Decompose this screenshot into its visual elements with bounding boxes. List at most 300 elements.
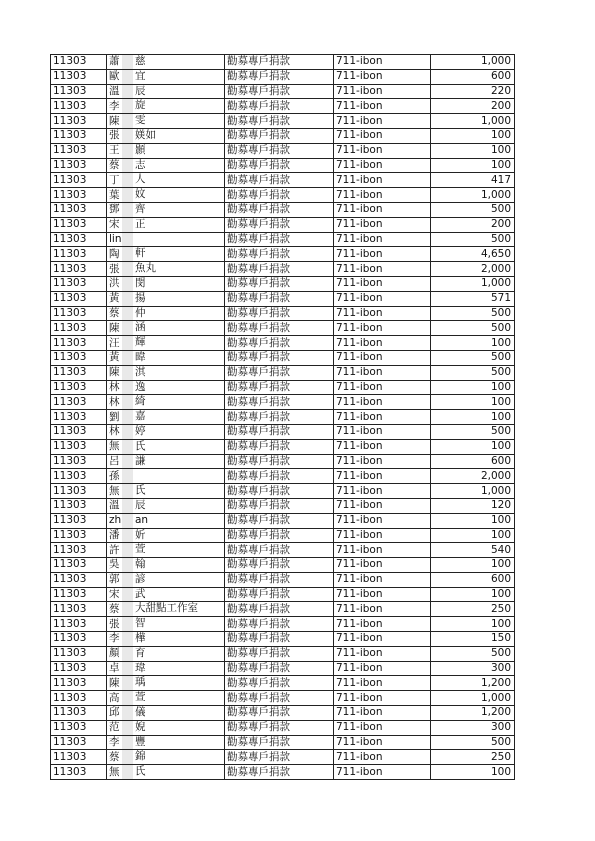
period-cell: 11303	[51, 720, 107, 735]
donor-name-cell	[107, 661, 225, 676]
period-cell: 11303	[51, 55, 107, 70]
donation-type-cell: 勸募專戶捐款	[225, 484, 334, 499]
donor-name-cell	[107, 55, 225, 70]
period-cell: 11303	[51, 173, 107, 188]
redaction-mask	[122, 276, 133, 291]
donor-name-cell	[107, 114, 225, 129]
donation-type-cell: 勸募專戶捐款	[225, 602, 334, 617]
donor-name-cell	[107, 380, 225, 395]
period-cell: 11303	[51, 69, 107, 84]
table-row	[51, 720, 515, 735]
donation-type-cell: 勸募專戶捐款	[225, 646, 334, 661]
table-row	[51, 99, 515, 114]
donor-given-name: 閔	[135, 276, 146, 289]
amount-cell: 200	[431, 99, 515, 114]
donor-surname: 陳	[109, 321, 120, 334]
donor-name-cell	[107, 143, 225, 158]
donor-surname: lin	[109, 232, 122, 245]
payment-channel-cell: 711-ibon	[334, 217, 431, 232]
donor-surname: 許	[109, 543, 120, 556]
donor-surname: 郭	[109, 573, 120, 586]
donor-surname: 蔡	[109, 158, 120, 171]
amount-cell: 500	[431, 735, 515, 750]
table-row	[51, 484, 515, 499]
payment-channel-cell: 711-ibon	[334, 706, 431, 721]
donor-given-name: 育	[135, 646, 146, 659]
payment-channel-cell: 711-ibon	[334, 469, 431, 484]
amount-cell: 1,000	[431, 691, 515, 706]
donor-name-cell	[107, 558, 225, 573]
payment-channel-cell: 711-ibon	[334, 513, 431, 528]
donor-name-cell	[107, 528, 225, 543]
donation-type-cell: 勸募專戶捐款	[225, 632, 334, 647]
table-row	[51, 276, 515, 291]
donor-surname: 蔡	[109, 306, 120, 319]
period-cell: 11303	[51, 558, 107, 573]
period-cell: 11303	[51, 306, 107, 321]
donor-name-cell	[107, 720, 225, 735]
redaction-mask	[122, 498, 133, 513]
table-row	[51, 69, 515, 84]
redaction-mask	[122, 558, 133, 573]
amount-cell: 100	[431, 765, 515, 780]
donor-given-name: 妡	[135, 528, 146, 541]
donor-surname: 蔡	[109, 602, 120, 615]
period-cell: 11303	[51, 202, 107, 217]
donation-type-cell: 勸募專戶捐款	[225, 410, 334, 425]
amount-cell: 500	[431, 350, 515, 365]
payment-channel-cell: 711-ibon	[334, 720, 431, 735]
donor-name-cell	[107, 262, 225, 277]
donor-surname: 吳	[109, 558, 120, 571]
payment-channel-cell: 711-ibon	[334, 247, 431, 262]
period-cell: 11303	[51, 336, 107, 351]
amount-cell: 100	[431, 410, 515, 425]
table-row	[51, 350, 515, 365]
donor-surname: 李	[109, 736, 120, 749]
donation-type-cell: 勸募專戶捐款	[225, 188, 334, 203]
table-row	[51, 232, 515, 247]
payment-channel-cell: 711-ibon	[334, 676, 431, 691]
payment-channel-cell: 711-ibon	[334, 632, 431, 647]
payment-channel-cell: 711-ibon	[334, 558, 431, 573]
donor-surname: 顏	[109, 647, 120, 660]
donor-name-cell	[107, 498, 225, 513]
payment-channel-cell: 711-ibon	[334, 55, 431, 70]
amount-cell: 417	[431, 173, 515, 188]
donor-surname: 溫	[109, 84, 120, 97]
period-cell: 11303	[51, 587, 107, 602]
period-cell: 11303	[51, 247, 107, 262]
donor-name-cell	[107, 735, 225, 750]
donor-given-name: 嘉	[135, 410, 146, 423]
donor-given-name: 翰	[135, 558, 146, 571]
payment-channel-cell: 711-ibon	[334, 262, 431, 277]
donation-table-container	[50, 54, 515, 780]
period-cell: 11303	[51, 232, 107, 247]
period-cell: 11303	[51, 276, 107, 291]
table-row	[51, 84, 515, 99]
donor-surname: 范	[109, 721, 120, 734]
donor-surname: 黃	[109, 292, 120, 305]
donor-given-name: 婷	[135, 424, 146, 437]
period-cell: 11303	[51, 380, 107, 395]
amount-cell: 250	[431, 602, 515, 617]
donor-name-cell	[107, 291, 225, 306]
redaction-mask	[122, 484, 133, 499]
amount-cell: 100	[431, 587, 515, 602]
payment-channel-cell: 711-ibon	[334, 128, 431, 143]
donor-surname: 呂	[109, 454, 120, 467]
redaction-mask	[122, 380, 133, 395]
donation-type-cell: 勸募專戶捐款	[225, 365, 334, 380]
amount-cell: 100	[431, 143, 515, 158]
donation-type-cell: 勸募專戶捐款	[225, 276, 334, 291]
redaction-mask	[122, 247, 133, 262]
donor-given-name: 人	[135, 173, 146, 186]
table-row	[51, 188, 515, 203]
payment-channel-cell: 711-ibon	[334, 410, 431, 425]
payment-channel-cell: 711-ibon	[334, 173, 431, 188]
donor-given-name: 正	[135, 217, 146, 230]
amount-cell: 500	[431, 202, 515, 217]
amount-cell: 100	[431, 395, 515, 410]
donation-type-cell: 勸募專戶捐款	[225, 558, 334, 573]
payment-channel-cell: 711-ibon	[334, 602, 431, 617]
redaction-mask	[122, 543, 133, 558]
donor-surname: 陳	[109, 114, 120, 127]
amount-cell: 100	[431, 128, 515, 143]
table-row	[51, 454, 515, 469]
donor-surname: 張	[109, 129, 120, 142]
donation-type-cell: 勸募專戶捐款	[225, 617, 334, 632]
amount-cell: 500	[431, 306, 515, 321]
table-row	[51, 306, 515, 321]
donor-given-name: 淇	[135, 365, 146, 378]
amount-cell: 100	[431, 380, 515, 395]
donor-given-name: 諺	[135, 572, 146, 585]
redaction-mask	[122, 691, 133, 706]
table-row	[51, 262, 515, 277]
period-cell: 11303	[51, 691, 107, 706]
table-row	[51, 587, 515, 602]
table-row	[51, 439, 515, 454]
amount-cell: 100	[431, 513, 515, 528]
period-cell: 11303	[51, 632, 107, 647]
donor-surname: zh	[109, 514, 122, 527]
table-row	[51, 158, 515, 173]
table-row	[51, 528, 515, 543]
period-cell: 11303	[51, 661, 107, 676]
donor-surname: 潘	[109, 528, 120, 541]
donor-surname: 李	[109, 632, 120, 645]
donor-surname: 陳	[109, 366, 120, 379]
donor-surname: 孫	[109, 469, 120, 482]
donation-type-cell: 勸募專戶捐款	[225, 469, 334, 484]
donor-given-name: 慈	[135, 55, 146, 67]
donor-surname: 黃	[109, 351, 120, 364]
table-row	[51, 55, 515, 70]
donation-type-cell: 勸募專戶捐款	[225, 587, 334, 602]
period-cell: 11303	[51, 291, 107, 306]
donor-surname: 汪	[109, 336, 120, 349]
table-row	[51, 765, 515, 780]
donor-surname: 丁	[109, 173, 120, 186]
redaction-mask	[122, 632, 133, 647]
redaction-mask	[122, 84, 133, 99]
amount-cell: 1,000	[431, 188, 515, 203]
donor-name-cell	[107, 602, 225, 617]
amount-cell: 2,000	[431, 262, 515, 277]
donation-type-cell: 勸募專戶捐款	[225, 350, 334, 365]
period-cell: 11303	[51, 454, 107, 469]
redaction-mask	[122, 262, 133, 277]
table-row	[51, 750, 515, 765]
donation-type-cell: 勸募專戶捐款	[225, 572, 334, 587]
table-row	[51, 395, 515, 410]
payment-channel-cell: 711-ibon	[334, 750, 431, 765]
table-row	[51, 128, 515, 143]
redaction-mask	[122, 424, 133, 439]
donor-name-cell	[107, 247, 225, 262]
payment-channel-cell: 711-ibon	[334, 735, 431, 750]
redaction-mask	[122, 173, 133, 188]
donor-given-name: 儀	[135, 706, 146, 719]
redaction-mask	[122, 306, 133, 321]
donor-name-cell	[107, 173, 225, 188]
redaction-mask	[122, 765, 133, 780]
period-cell: 11303	[51, 706, 107, 721]
amount-cell: 4,650	[431, 247, 515, 262]
table-row	[51, 336, 515, 351]
amount-cell: 200	[431, 217, 515, 232]
redaction-mask	[122, 617, 133, 632]
donation-type-cell: 勸募專戶捐款	[225, 321, 334, 336]
payment-channel-cell: 711-ibon	[334, 365, 431, 380]
payment-channel-cell: 711-ibon	[334, 454, 431, 469]
donor-surname: 無	[109, 484, 120, 497]
period-cell: 11303	[51, 410, 107, 425]
redaction-mask	[122, 410, 133, 425]
donor-surname: 宋	[109, 218, 120, 231]
period-cell: 11303	[51, 84, 107, 99]
amount-cell: 100	[431, 439, 515, 454]
period-cell: 11303	[51, 498, 107, 513]
donation-type-cell: 勸募專戶捐款	[225, 691, 334, 706]
donation-type-cell: 勸募專戶捐款	[225, 69, 334, 84]
donor-surname: 陳	[109, 676, 120, 689]
payment-channel-cell: 711-ibon	[334, 114, 431, 129]
donation-type-cell: 勸募專戶捐款	[225, 202, 334, 217]
payment-channel-cell: 711-ibon	[334, 424, 431, 439]
period-cell: 11303	[51, 676, 107, 691]
donor-surname: 蕭	[109, 55, 120, 68]
donation-type-cell: 勸募專戶捐款	[225, 439, 334, 454]
redaction-mask	[122, 365, 133, 380]
donor-given-name: 婗	[135, 720, 146, 733]
donor-name-cell	[107, 587, 225, 602]
period-cell: 11303	[51, 424, 107, 439]
period-cell: 11303	[51, 350, 107, 365]
redaction-mask	[122, 99, 133, 114]
donation-type-cell: 勸募專戶捐款	[225, 661, 334, 676]
donation-type-cell: 勸募專戶捐款	[225, 454, 334, 469]
payment-channel-cell: 711-ibon	[334, 528, 431, 543]
period-cell: 11303	[51, 484, 107, 499]
payment-channel-cell: 711-ibon	[334, 498, 431, 513]
table-row	[51, 543, 515, 558]
period-cell: 11303	[51, 543, 107, 558]
table-row	[51, 424, 515, 439]
donor-surname: 蔡	[109, 750, 120, 763]
donor-given-name: 武	[135, 587, 146, 600]
donor-surname: 張	[109, 617, 120, 630]
donor-surname: 林	[109, 380, 120, 393]
donor-surname: 李	[109, 99, 120, 112]
donation-type-cell: 勸募專戶捐款	[225, 55, 334, 70]
donor-surname: 宋	[109, 588, 120, 601]
donation-type-cell: 勸募專戶捐款	[225, 173, 334, 188]
donation-type-cell: 勸募專戶捐款	[225, 498, 334, 513]
donor-name-cell	[107, 765, 225, 780]
table-row	[51, 114, 515, 129]
donor-name-cell	[107, 217, 225, 232]
amount-cell: 220	[431, 84, 515, 99]
donor-given-name: 妏	[135, 188, 146, 201]
table-row	[51, 469, 515, 484]
donor-name-cell	[107, 676, 225, 691]
redaction-mask	[122, 143, 133, 158]
donor-surname: 林	[109, 425, 120, 438]
redaction-mask	[122, 55, 133, 70]
period-cell: 11303	[51, 143, 107, 158]
donor-given-name: 輝	[135, 336, 146, 349]
redaction-mask	[122, 454, 133, 469]
donor-given-name: 智	[135, 617, 146, 630]
donation-type-cell: 勸募專戶捐款	[225, 232, 334, 247]
payment-channel-cell: 711-ibon	[334, 350, 431, 365]
table-row	[51, 602, 515, 617]
table-row	[51, 617, 515, 632]
amount-cell: 100	[431, 617, 515, 632]
amount-cell: 500	[431, 424, 515, 439]
donation-type-cell: 勸募專戶捐款	[225, 84, 334, 99]
redaction-mask	[122, 602, 133, 617]
donor-name-cell	[107, 410, 225, 425]
donation-type-cell: 勸募專戶捐款	[225, 395, 334, 410]
amount-cell: 100	[431, 336, 515, 351]
donor-given-name: 辰	[135, 84, 146, 97]
donor-given-name: 辰	[135, 498, 146, 511]
amount-cell: 500	[431, 232, 515, 247]
donor-given-name: 暐	[135, 350, 146, 363]
donation-type-cell: 勸募專戶捐款	[225, 750, 334, 765]
donor-name-cell	[107, 69, 225, 84]
table-row	[51, 632, 515, 647]
donation-type-cell: 勸募專戶捐款	[225, 114, 334, 129]
donation-type-cell: 勸募專戶捐款	[225, 99, 334, 114]
donor-given-name: 萱	[135, 543, 146, 556]
donor-name-cell	[107, 691, 225, 706]
period-cell: 11303	[51, 469, 107, 484]
donation-type-cell: 勸募專戶捐款	[225, 735, 334, 750]
donation-type-cell: 勸募專戶捐款	[225, 543, 334, 558]
payment-channel-cell: 711-ibon	[334, 587, 431, 602]
donor-name-cell	[107, 750, 225, 765]
donor-given-name: 瑋	[135, 661, 146, 674]
payment-channel-cell: 711-ibon	[334, 617, 431, 632]
amount-cell: 571	[431, 291, 515, 306]
period-cell: 11303	[51, 321, 107, 336]
amount-cell: 1,000	[431, 484, 515, 499]
payment-channel-cell: 711-ibon	[334, 276, 431, 291]
payment-channel-cell: 711-ibon	[334, 202, 431, 217]
donor-surname: 陶	[109, 247, 120, 260]
donation-type-cell: 勸募專戶捐款	[225, 424, 334, 439]
payment-channel-cell: 711-ibon	[334, 232, 431, 247]
donor-surname: 葉	[109, 188, 120, 201]
donation-type-cell: 勸募專戶捐款	[225, 128, 334, 143]
donor-name-cell	[107, 706, 225, 721]
donation-type-cell: 勸募專戶捐款	[225, 513, 334, 528]
period-cell: 11303	[51, 513, 107, 528]
payment-channel-cell: 711-ibon	[334, 158, 431, 173]
payment-channel-cell: 711-ibon	[334, 84, 431, 99]
donation-table-body	[51, 55, 515, 780]
donor-surname: 溫	[109, 499, 120, 512]
donor-given-name: 綺	[135, 395, 146, 408]
donation-type-cell: 勸募專戶捐款	[225, 291, 334, 306]
payment-channel-cell: 711-ibon	[334, 306, 431, 321]
donation-type-cell: 勸募專戶捐款	[225, 528, 334, 543]
period-cell: 11303	[51, 128, 107, 143]
period-cell: 11303	[51, 395, 107, 410]
donor-name-cell	[107, 424, 225, 439]
redaction-mask	[122, 158, 133, 173]
table-row	[51, 217, 515, 232]
donor-surname: 劉	[109, 410, 120, 423]
donor-name-cell	[107, 306, 225, 321]
amount-cell: 300	[431, 661, 515, 676]
table-row	[51, 321, 515, 336]
table-row	[51, 676, 515, 691]
donor-name-cell	[107, 395, 225, 410]
redaction-mask	[122, 114, 133, 129]
payment-channel-cell: 711-ibon	[334, 69, 431, 84]
donor-given-name: 媄如	[135, 128, 156, 141]
payment-channel-cell: 711-ibon	[334, 380, 431, 395]
donation-type-cell: 勸募專戶捐款	[225, 143, 334, 158]
redaction-mask	[122, 439, 133, 454]
amount-cell: 1,000	[431, 55, 515, 70]
table-row	[51, 558, 515, 573]
amount-cell: 540	[431, 543, 515, 558]
donor-surname: 歐	[109, 70, 120, 83]
redaction-mask	[122, 188, 133, 203]
table-row	[51, 247, 515, 262]
donor-surname: 邱	[109, 706, 120, 719]
redaction-mask	[122, 661, 133, 676]
payment-channel-cell: 711-ibon	[334, 99, 431, 114]
donation-type-cell: 勸募專戶捐款	[225, 380, 334, 395]
amount-cell: 250	[431, 750, 515, 765]
amount-cell: 500	[431, 646, 515, 661]
donation-type-cell: 勸募專戶捐款	[225, 765, 334, 780]
table-row	[51, 380, 515, 395]
donor-surname: 張	[109, 262, 120, 275]
donor-given-name: 氏	[135, 765, 146, 778]
amount-cell: 500	[431, 321, 515, 336]
